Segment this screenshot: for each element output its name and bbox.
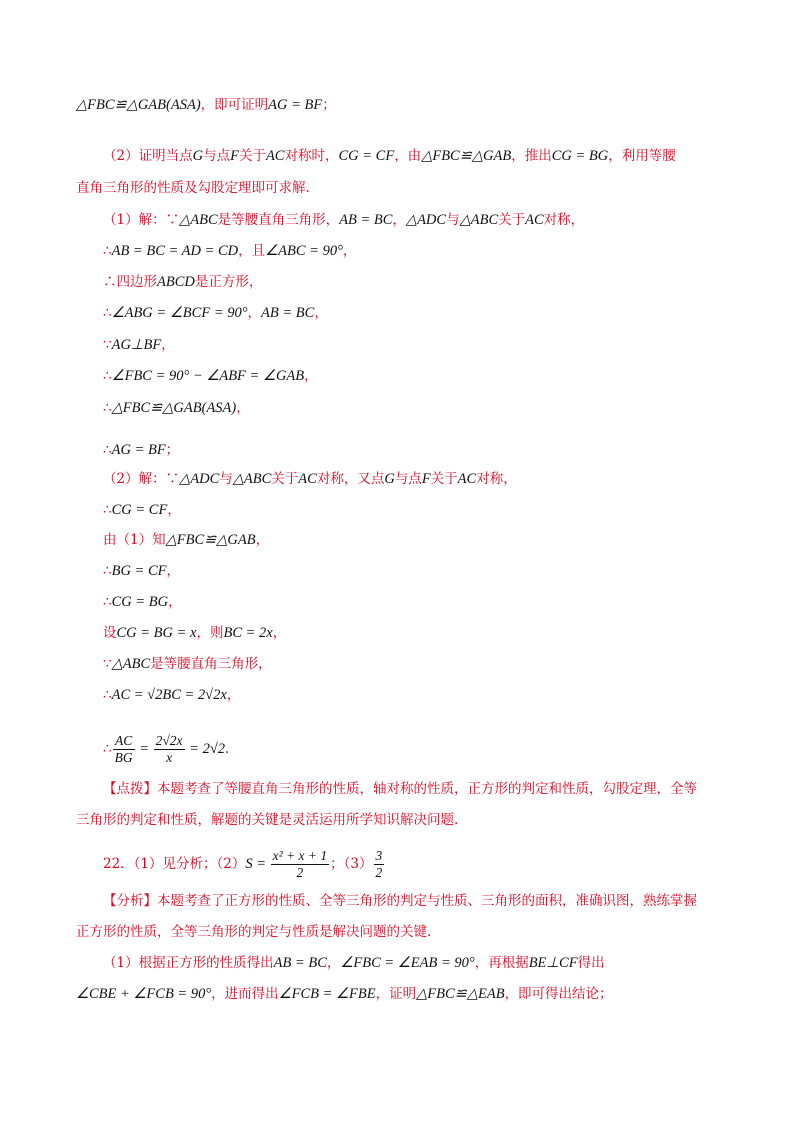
text-run: 关于 [498,212,526,228]
text-run: 正方形的性质，全等三角形的判定与性质是解决问题的关键. [76,924,432,940]
text-run: 与点 [394,471,422,487]
math-expression: S = [245,856,270,872]
text-run: ，推出 [511,148,552,164]
text-run: 与 [219,471,233,487]
line-09 [0,366,800,386]
text-run: ； [322,97,336,113]
text-run: 对称，又点 [316,471,385,487]
text-run: （1）解：∵ [103,212,180,228]
text-run: ， [314,305,328,321]
math-expression: AC [298,471,317,487]
math-expression: △ABC [232,471,272,487]
math-expression: ∠FBC = ∠EAB = 90° [340,955,475,971]
line-22 [0,810,800,830]
fraction-numerator: 2√2x [155,733,183,748]
text-run: （1）根据正方形的性质得出 [103,955,274,971]
text-run: ， [255,532,270,548]
fraction [154,733,185,766]
line-10 [0,398,800,418]
fraction-denominator: BG [114,750,133,765]
math-expression: ∠ABG = ∠BCF = 90° [111,305,248,321]
text-run: 设 [103,625,117,641]
math-expression: G [192,148,204,164]
line-16 [0,592,800,612]
line-14 [0,530,800,550]
math-expression: △FBC≌△GAB [165,532,256,548]
math-expression: △ABC [111,656,151,672]
text-run: ∴ [103,687,112,703]
math-expression: AC [525,212,544,228]
math-expression: CG = CF [111,502,168,518]
text-run: ∴ [103,400,112,416]
math-expression: ABCD [157,274,195,290]
line-21 [0,779,800,799]
math-expression: AG = BF [268,97,323,113]
text-run: ∵ [103,656,112,672]
text-run: ，即可得出结论； [504,986,613,1002]
math-expression: F [421,471,431,487]
fraction [374,848,385,881]
line-23 [0,848,800,881]
text-run: ∴ [103,563,112,579]
line-02 [0,146,800,166]
math-expression: ∠FBC = 90° − ∠ABF = ∠GAB [111,368,305,384]
text-run: 三角形的判定和性质，解题的关键是灵活运用所学知识解决问题. [76,812,459,828]
text-run: ∴ [103,368,112,384]
fraction-numerator: AC [113,733,135,750]
line-01 [0,95,800,115]
text-run: ， [168,594,182,610]
line-06 [0,272,800,292]
text-run: ， [236,400,250,416]
text-run: ，证明 [375,986,417,1002]
text-run: ， [392,212,406,228]
math-expression: △ABC [459,212,499,228]
text-run: ， [166,563,180,579]
text-run: 对称， [476,471,517,487]
text-run: 与 [446,212,460,228]
text-run: 对称， [543,212,585,228]
math-expression: CG = BG [111,594,169,610]
text-run: 22．（1）见分析；（2） [103,856,246,872]
text-run: ，由 [394,148,422,164]
text-run: 关于 [430,471,458,487]
math-expression: △ABC [179,212,218,228]
text-run: ，则 [196,625,224,641]
text-run: ，再根据 [474,955,529,971]
text-run: 是等腰直角三角形， [150,656,272,672]
math-expression: = 2√2 [185,741,226,757]
text-run: ， [167,502,181,518]
math-expression: F [230,148,239,164]
math-expression: BE⊥CF [528,955,578,971]
text-run: 对称时， [284,148,339,164]
fraction-denominator: 2 [296,865,304,880]
line-27 [0,984,800,1004]
math-expression: = [135,741,153,757]
fraction [271,848,330,881]
line-15 [0,561,800,581]
math-expression: △ADC [179,471,220,487]
line-08 [0,335,800,355]
math-expression: AC [265,148,285,164]
text-run: ，进而得出 [211,986,279,1002]
line-07 [0,303,800,323]
text-run: 【分析】本题考查了正方形的性质、全等三角形的判定与性质、三角形的面积，准确识图，熟练掌握 [103,893,697,909]
text-run: ∴ [103,502,112,518]
math-expression: CG = CF [338,148,395,164]
text-run: （2）解：∵ [103,471,180,487]
math-expression: AB = BC [261,305,315,321]
text-run: 是正方形， [194,274,263,290]
text-run: （2）证明当点 [103,148,193,164]
math-expression: △FBC≌△GAB [421,148,512,164]
text-run: ∴ [103,594,112,610]
line-19 [0,685,800,705]
text-run: 是等腰直角三角形， [217,212,340,228]
text-run: ；（3） [330,856,373,872]
line-25 [0,922,800,942]
math-expression: AG = BF [111,442,166,458]
math-expression: G [384,471,395,487]
math-expression: CG = BG [551,148,609,164]
math-expression: AB = BC = AD = CD [111,243,239,259]
fraction-numerator: 3 [375,848,383,863]
math-expression: △FBC≌△GAB(ASA) [111,400,237,416]
text-run: 由（1）知 [103,532,166,548]
text-run: . [225,741,230,757]
fraction-denominator: x [166,750,173,765]
line-13 [0,500,800,520]
line-18 [0,654,800,674]
math-expression: AB = BC [273,955,327,971]
line-26 [0,953,800,973]
line-03 [0,178,800,198]
text-run: 直角三角形的性质及勾股定理即可求解. [76,180,310,196]
line-12 [0,469,800,489]
text-run: ∵ [103,337,112,353]
fraction-numerator: x² + x + 1 [272,848,328,863]
text-run: ∴ [103,442,112,458]
math-expression: AG⊥BF [111,337,162,353]
math-expression: AB = BC [339,212,393,228]
math-expression: △ADC [405,212,447,228]
text-run: ， [304,368,318,384]
text-run: ， [161,337,175,353]
text-run: ， [342,243,357,259]
text-run: ， [272,625,287,641]
text-run: ； [165,442,180,458]
text-run: ， [226,687,241,703]
text-run: ， [326,955,341,971]
text-run: 得出 [577,955,605,971]
text-run: ，利用等腰 [608,148,676,164]
math-expression: △FBC≌△GAB(ASA) [76,97,201,113]
math-expression: BC = 2x [223,625,273,641]
line-24 [0,891,800,911]
fraction-denominator: 2 [375,865,383,880]
text-run: ∴四边形 [103,274,157,290]
text-run: ，且 [238,243,266,259]
math-expression: CG = BG = x [116,625,197,641]
math-expression: ∠ABC = 90° [265,243,343,259]
line-11 [0,440,800,460]
line-20 [0,733,800,766]
math-expression: AC = √2BC = 2√2x [111,687,227,703]
math-expression: BG = CF [111,563,167,579]
math-expression: ∠FCB = ∠FBE [278,986,376,1002]
math-expression: △FBC≌△EAB [416,986,505,1002]
math-expression: ∠CBE + ∠FCB = 90° [76,986,212,1002]
text-run: 关于 [271,471,299,487]
text-run: ∴ [103,741,112,757]
text-run: ，即可证明 [200,97,269,113]
text-run: ， [247,305,262,321]
text-run: 与点 [203,148,231,164]
text-run: ∴ [103,305,112,321]
text-run: ∴ [103,243,112,259]
line-04 [0,210,800,230]
line-17 [0,623,800,643]
line-05 [0,241,800,261]
fraction [113,733,135,766]
text-run: 关于 [238,148,266,164]
text-run: 【点拨】本题考查了等腰直角三角形的性质，轴对称的性质，正方形的判定和性质，勾股定理，全等 [103,781,697,797]
math-expression: AC [457,471,477,487]
